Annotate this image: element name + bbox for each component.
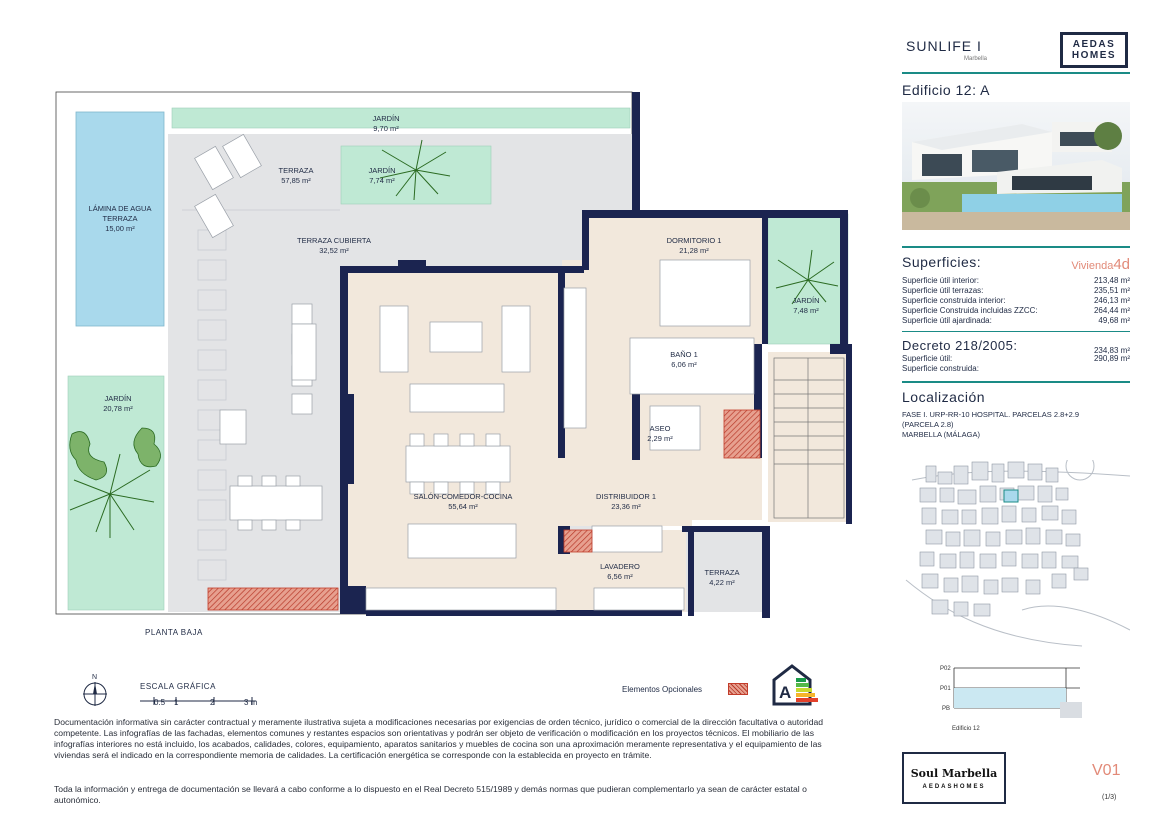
scale-title: ESCALA GRÁFICA [140,682,216,691]
soul-marbella-logo [902,752,1006,804]
room-salon-comedor-cocina: SALÓN-COMEDOR-COCINA 55,64 m² [413,492,513,511]
energy-class-letter: A [779,683,792,702]
room-jardin-20-78: JARDÍN 20,78 m² [103,394,133,413]
row-label: Superficie útil interior: [902,276,979,285]
aedas-logo-line1: AEDAS [1072,39,1116,50]
room-terraza-cubierta: TERRAZA CUBIERTA 32,52 m² [297,236,371,255]
disclaimer-legal-text: Toda la información y entrega de documentación se llevará a cabo conforme a lo dispuesto en el Real Decreto 515/1989 y demás normas que pudieran complementarlo ya sean de carácter estatal o autonómico. [54,784,807,805]
row-value: 49,68 m² [1098,316,1130,325]
decreto-row [902,354,1130,364]
room-dormitorio-1: DORMITORIO 1 21,28 m² [666,236,722,255]
room-terraza: TERRAZA 57,85 m² [278,166,314,185]
optional-elements-label: Elementos Opcionales [622,685,703,694]
aedas-logo-line2: HOMES [1071,50,1117,61]
row-label: Superficie útil terrazas: [902,286,984,295]
superficie-row [902,306,1130,316]
vivienda-code [1071,256,1130,273]
row-label: Superficie útil: [902,354,953,363]
decreto-heading: Decreto 218/2005: [902,338,1018,353]
scale-tick: 3 m [244,698,258,707]
optional-elements-swatch [728,683,748,695]
info-sidebar [900,0,1132,826]
superficie-row [902,296,1130,306]
floor-plan [54,90,854,630]
row-label: Superficie útil ajardinada: [902,316,992,325]
divider [902,72,1130,74]
room-distribuidor-1: DISTRIBUIDOR 1 23,36 m² [595,492,657,511]
row-value: 235,51 m² [1093,286,1130,295]
localizacion-text [902,410,1130,440]
floor-plan-drawing [54,90,854,630]
building-section-diagram [940,662,1090,734]
superficie-row [902,276,1130,286]
level-pb: PB [942,706,951,712]
disclaimer-text: Documentación informativa sin carácter contractual y meramente ilustrativa sujeta a modificaciones necesarias por exigencias de orden técnico, jurídico o comercial de la dirección facultativa o autoridad competente. Las infografías de las fachadas, elementos comunes y restantes espacios son orientativas y podrán ser objeto de verificación o modificación en los proyectos técnicos. El mobiliario de las infografías interiores no está incluido, los acabados, calidades, colores, equipamiento, aparatos sanitarios y muebles de cocina son una aproximación meramente representativa y el equipamiento de las viviendas será el indicado en la correspondiente memoria de calidades. La certificación energética se corresponde con la establecida en proyecto en trámite. [54,717,824,760]
divider [902,331,1130,332]
scale-tick: 0.5 [154,698,166,707]
row-label: Superficie Construida incluidas ZZCC: [902,306,1038,315]
level-p01: P01 [940,686,951,692]
site-plan-map [902,460,1130,648]
row-value: 234,83 m² [1093,346,1130,355]
row-value: 213,48 m² [1093,276,1130,285]
row-value: 290,89 m² [1093,354,1130,363]
loc-line: MARBELLA (MÁLAGA) [902,430,980,439]
scale-tick: 1 [174,698,179,707]
aedas-logo [1060,32,1128,68]
superficie-row [902,286,1130,296]
soul-logo-line2: AEDASHOMES [922,783,986,790]
superficie-row [902,316,1130,326]
room-lamina-agua: LÁMINA DE AGUA TERRAZA 15,00 m² [88,204,152,233]
room-terraza-4-22: TERRAZA 4,22 m² [704,568,740,587]
building-title: Edificio 12: A [902,82,990,98]
section-caption: Edificio 12 [952,726,980,732]
loc-line: (PARCELA 2.8) [902,420,954,429]
room-jardin-7-74: JARDÍN 7,74 m² [368,166,396,185]
room-jardin-9-70: JARDÍN 9,70 m² [372,114,400,133]
row-label: Superficie construida interior: [902,296,1006,305]
soul-logo-line1: Soul Marbella [910,766,998,780]
version-label: V01 [1092,762,1121,779]
page-number: (1/3) [1102,794,1117,801]
energy-rating-icon [770,664,826,711]
building-render-image [902,102,1130,230]
row-value: 246,13 m² [1093,296,1130,305]
scale-tick: 2 [210,698,215,707]
project-name: SUNLIFE I [906,38,982,54]
north-compass-icon [80,672,110,717]
divider [902,246,1130,248]
localizacion-heading: Localización [902,389,986,405]
vivienda-prefix: Vivienda [1071,260,1114,272]
north-label: N [92,674,98,681]
plan-caption: PLANTA BAJA [145,628,203,637]
decreto-row [902,364,1130,374]
room-jardin-7-48: JARDÍN 7,48 m² [792,296,820,315]
loc-line: FASE I. URP-RR-10 HOSPITAL. PARCELAS 2.8+2.9 [902,410,1080,419]
project-city: Marbella [964,56,988,62]
row-label: Superficie construida: [902,364,979,373]
room-bano-1: BAÑO 1 6,06 m² [670,350,698,369]
vivienda-number: 4d [1113,256,1130,273]
divider [902,381,1130,383]
superficies-heading: Superficies: [902,254,982,270]
room-lavadero: LAVADERO 6,56 m² [600,562,640,581]
row-value: 264,44 m² [1093,306,1130,315]
room-aseo: ASEO 2,29 m² [647,424,673,443]
level-p02: P02 [940,666,951,672]
